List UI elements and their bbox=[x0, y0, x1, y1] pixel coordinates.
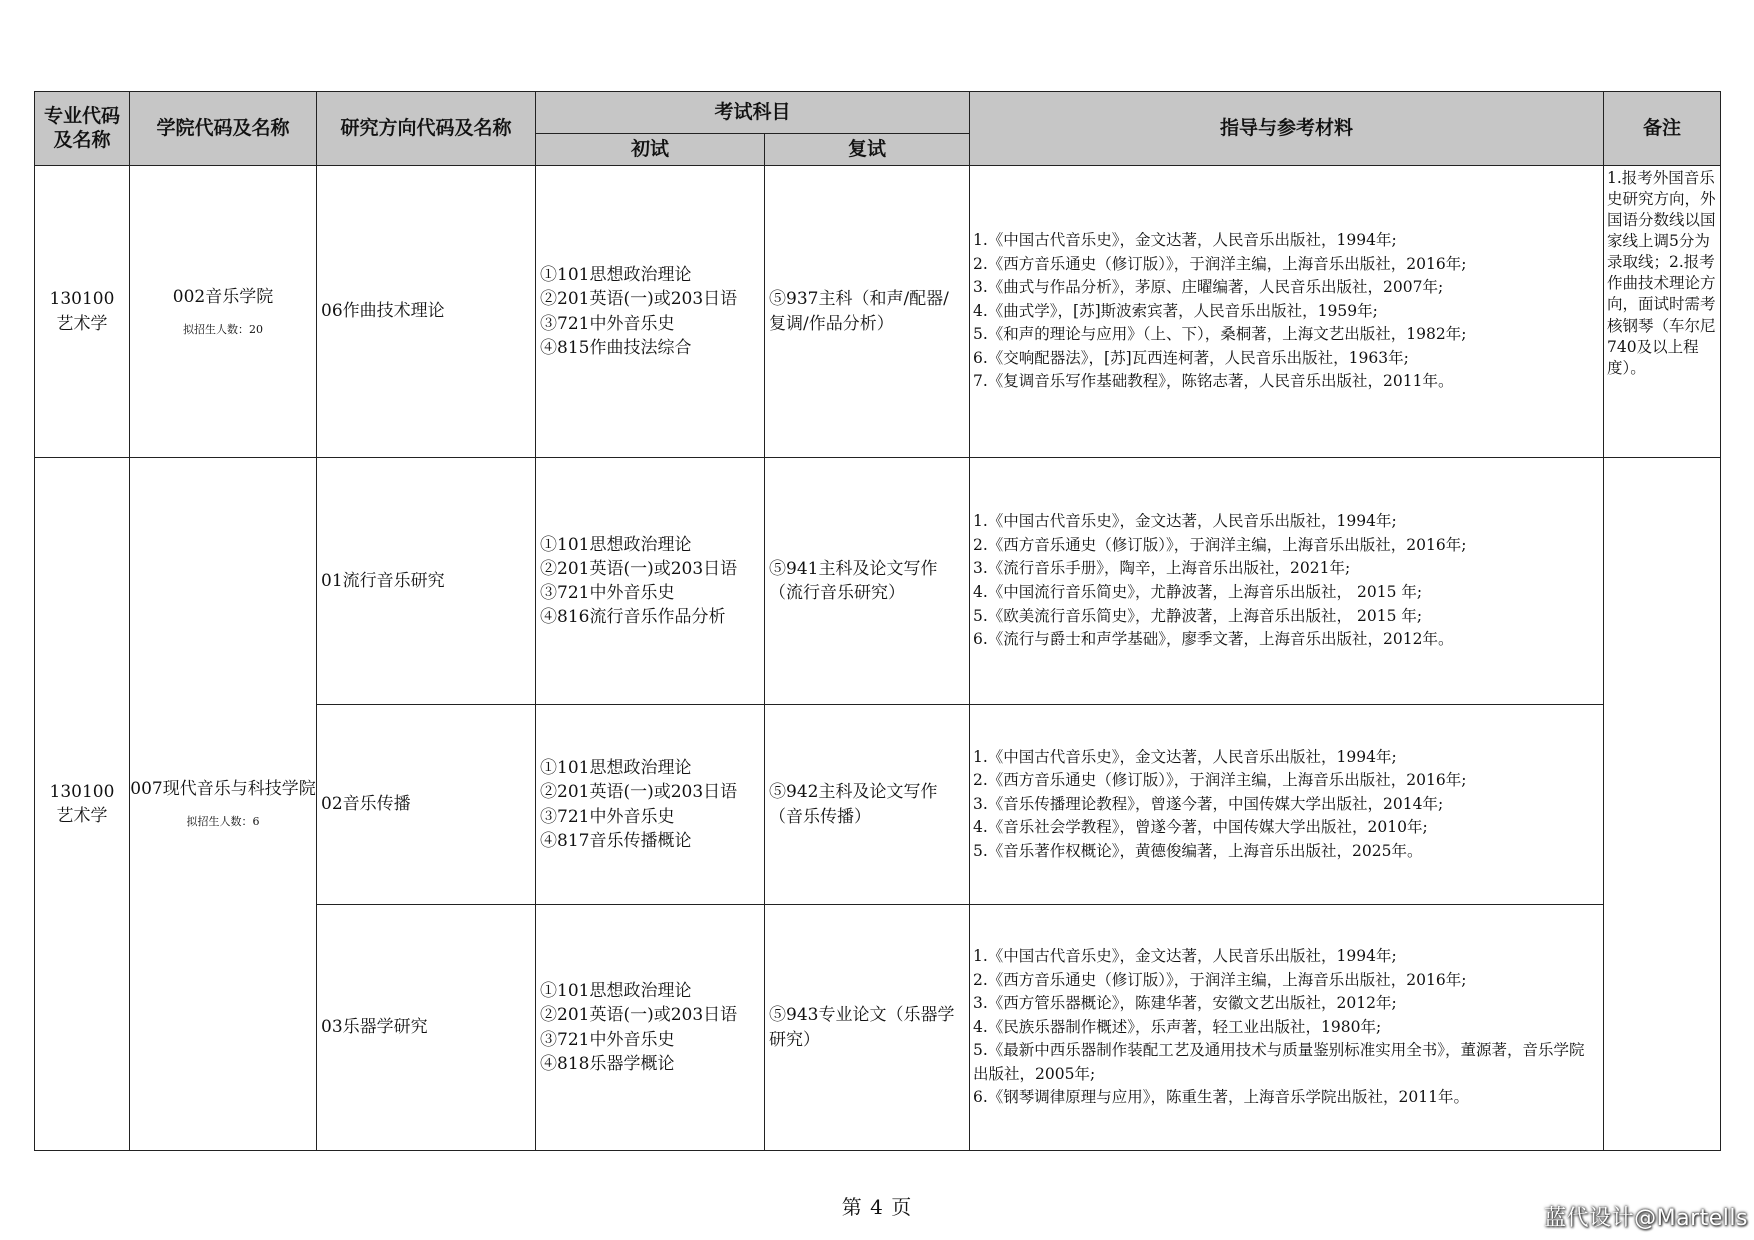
reference-item: 3.《西方管乐器概论》，陈建华著，安徽文艺出版社，2012年; bbox=[973, 994, 1397, 1013]
direction-cell: 03乐器学研究 bbox=[317, 905, 536, 1151]
reference-item: 6.《钢琴调律原理与应用》，陈重生著，上海音乐学院出版社，2011年。 bbox=[973, 1088, 1470, 1107]
references-cell bbox=[970, 166, 1604, 458]
page-number: 第 4 页 bbox=[841, 1195, 913, 1219]
reference-item: 5.《欧美流行音乐简史》，尤静波著，上海音乐出版社， 2015 年; bbox=[973, 606, 1423, 625]
subject-item: ②201英语(一)或203日语 bbox=[540, 782, 738, 803]
quota-text: 拟招生人数：6 bbox=[186, 815, 260, 829]
header-college: 学院代码及名称 bbox=[130, 92, 317, 166]
reference-item: 2.《西方音乐通史（修订版）》，于润洋主编，上海音乐出版社，2016年; bbox=[973, 970, 1467, 989]
major-name: 艺术学 bbox=[56, 806, 108, 826]
subject-item: ①101思想政治理论 bbox=[540, 981, 692, 1002]
reference-item: 6.《交响配器法》，[苏]瓦西连柯著，人民音乐出版社，1963年; bbox=[973, 348, 1409, 367]
reference-item: 3.《曲式与作品分析》，茅原、庄曜编著，人民音乐出版社，2007年; bbox=[973, 278, 1444, 297]
reference-item: 3.《音乐传播理论教程》，曾遂今著，中国传媒大学出版社，2014年; bbox=[973, 794, 1444, 813]
reference-item: 6.《流行与爵士和声学基础》，廖季文著，上海音乐出版社，2012年。 bbox=[973, 630, 1454, 649]
direction-cell: 06作曲技术理论 bbox=[317, 166, 536, 458]
reference-item: 4.《曲式学》，[苏]斯波索宾著，人民音乐出版社，1959年; bbox=[973, 301, 1378, 320]
retest-cell: ⑤941主科及论文写作（流行音乐研究） bbox=[765, 458, 970, 705]
subject-item: ④816流行音乐作品分析 bbox=[540, 607, 726, 628]
major-name: 艺术学 bbox=[56, 313, 108, 334]
reference-item: 4.《中国流行音乐简史》，尤静波著，上海音乐出版社， 2015 年; bbox=[973, 583, 1423, 601]
college-name: 002音乐学院 bbox=[172, 286, 274, 307]
reference-item: 5.《音乐著作权概论》，黄德俊编著，上海音乐出版社，2025年。 bbox=[973, 841, 1423, 860]
retest-cell: ⑤937主科（和声/配器/复调/作品分析） bbox=[765, 166, 970, 458]
major-cell bbox=[35, 458, 130, 1151]
subject-item: ②201英语(一)或203日语 bbox=[540, 1005, 738, 1026]
preliminary-cell bbox=[536, 705, 765, 905]
reference-item: 7.《复调音乐写作基础教程》，陈铭志著，人民音乐出版社，2011年。 bbox=[973, 372, 1454, 391]
subject-item: ②201英语(一)或203日语 bbox=[540, 558, 738, 579]
reference-item: 2.《西方音乐通史（修订版）》，于润洋主编，上海音乐出版社，2016年; bbox=[973, 254, 1467, 273]
major-code: 130100 bbox=[49, 781, 115, 802]
reference-item: 1.《中国古代音乐史》，金文达著，人民音乐出版社，1994年; bbox=[973, 947, 1397, 966]
reference-item: 5.《最新中西乐器制作装配工艺及通用技术与质量鉴别标准实用全书》，董源著，音乐学院出版社，2005年; bbox=[973, 1041, 1585, 1083]
preliminary-cell bbox=[536, 458, 765, 705]
reference-item: 1.《中国古代音乐史》，金文达著，人民音乐出版社，1994年; bbox=[973, 512, 1397, 531]
subject-item: ④815作曲技法综合 bbox=[540, 337, 692, 358]
header-preliminary: 初试 bbox=[536, 134, 765, 166]
college-cell bbox=[130, 458, 317, 1151]
header-exam-subjects: 考试科目 bbox=[536, 92, 970, 134]
header-major: 专业代码及名称 bbox=[35, 92, 130, 166]
subject-item: ①101思想政治理论 bbox=[540, 534, 692, 555]
reference-item: 2.《西方音乐通史（修订版）》，于润洋主编，上海音乐出版社，2016年; bbox=[973, 771, 1467, 790]
watermark-text: 蓝代设计@Martells bbox=[1544, 1206, 1748, 1231]
references-cell bbox=[970, 905, 1604, 1151]
preliminary-cell bbox=[536, 166, 765, 458]
remarks-cell: 1.报考外国音乐史研究方向，外国语分数线以国家线上调5分为录取线；2.报考作曲技术理论方向，面试时需考核钢琴（车尔尼740及以上程度）。 bbox=[1604, 166, 1721, 458]
subject-item: ③721中外音乐史 bbox=[540, 313, 675, 334]
retest-cell: ⑤943专业论文（乐器学研究） bbox=[765, 905, 970, 1151]
subject-item: ②201英语(一)或203日语 bbox=[540, 289, 738, 310]
direction-cell: 02音乐传播 bbox=[317, 705, 536, 905]
major-cell bbox=[35, 166, 130, 458]
college-cell bbox=[130, 166, 317, 458]
preliminary-cell bbox=[536, 905, 765, 1151]
remarks-cell bbox=[1604, 458, 1721, 1151]
subject-item: ①101思想政治理论 bbox=[540, 758, 692, 779]
retest-cell: ⑤942主科及论文写作（音乐传播） bbox=[765, 705, 970, 905]
references-cell bbox=[970, 705, 1604, 905]
quota-text: 拟招生人数：20 bbox=[183, 322, 263, 336]
reference-item: 5.《和声的理论与应用》（上、下），桑桐著，上海文艺出版社，1982年; bbox=[973, 325, 1467, 344]
reference-item: 4.《音乐社会学教程》，曾遂今著，中国传媒大学出版社，2010年; bbox=[973, 818, 1428, 837]
header-remarks: 备注 bbox=[1604, 92, 1721, 166]
subject-item: ③721中外音乐史 bbox=[540, 806, 675, 827]
header-retest: 复试 bbox=[765, 134, 970, 166]
major-code: 130100 bbox=[49, 289, 115, 310]
direction-cell: 01流行音乐研究 bbox=[317, 458, 536, 705]
subject-item: ④818乐器学概论 bbox=[540, 1053, 675, 1074]
header-references: 指导与参考材料 bbox=[970, 92, 1604, 166]
subject-item: ④817音乐传播概论 bbox=[540, 830, 692, 851]
reference-item: 1.《中国古代音乐史》，金文达著，人民音乐出版社，1994年; bbox=[973, 231, 1397, 250]
table-row bbox=[35, 458, 1721, 705]
subject-item: ③721中外音乐史 bbox=[540, 1029, 675, 1050]
header-direction: 研究方向代码及名称 bbox=[317, 92, 536, 166]
college-name: 007现代音乐与科技学院 bbox=[130, 779, 316, 800]
enrollment-table bbox=[34, 91, 1721, 1151]
table-row bbox=[35, 166, 1721, 458]
reference-item: 4.《民族乐器制作概述》，乐声著，轻工业出版社，1980年; bbox=[973, 1017, 1382, 1036]
reference-item: 1.《中国古代音乐史》，金文达著，人民音乐出版社，1994年; bbox=[973, 747, 1397, 766]
subject-item: ①101思想政治理论 bbox=[540, 265, 692, 286]
references-cell bbox=[970, 458, 1604, 705]
reference-item: 3.《流行音乐手册》，陶辛，上海音乐出版社，2021年; bbox=[973, 559, 1351, 578]
subject-item: ③721中外音乐史 bbox=[540, 583, 675, 603]
reference-item: 2.《西方音乐通史（修订版）》，于润洋主编，上海音乐出版社，2016年; bbox=[973, 535, 1467, 554]
